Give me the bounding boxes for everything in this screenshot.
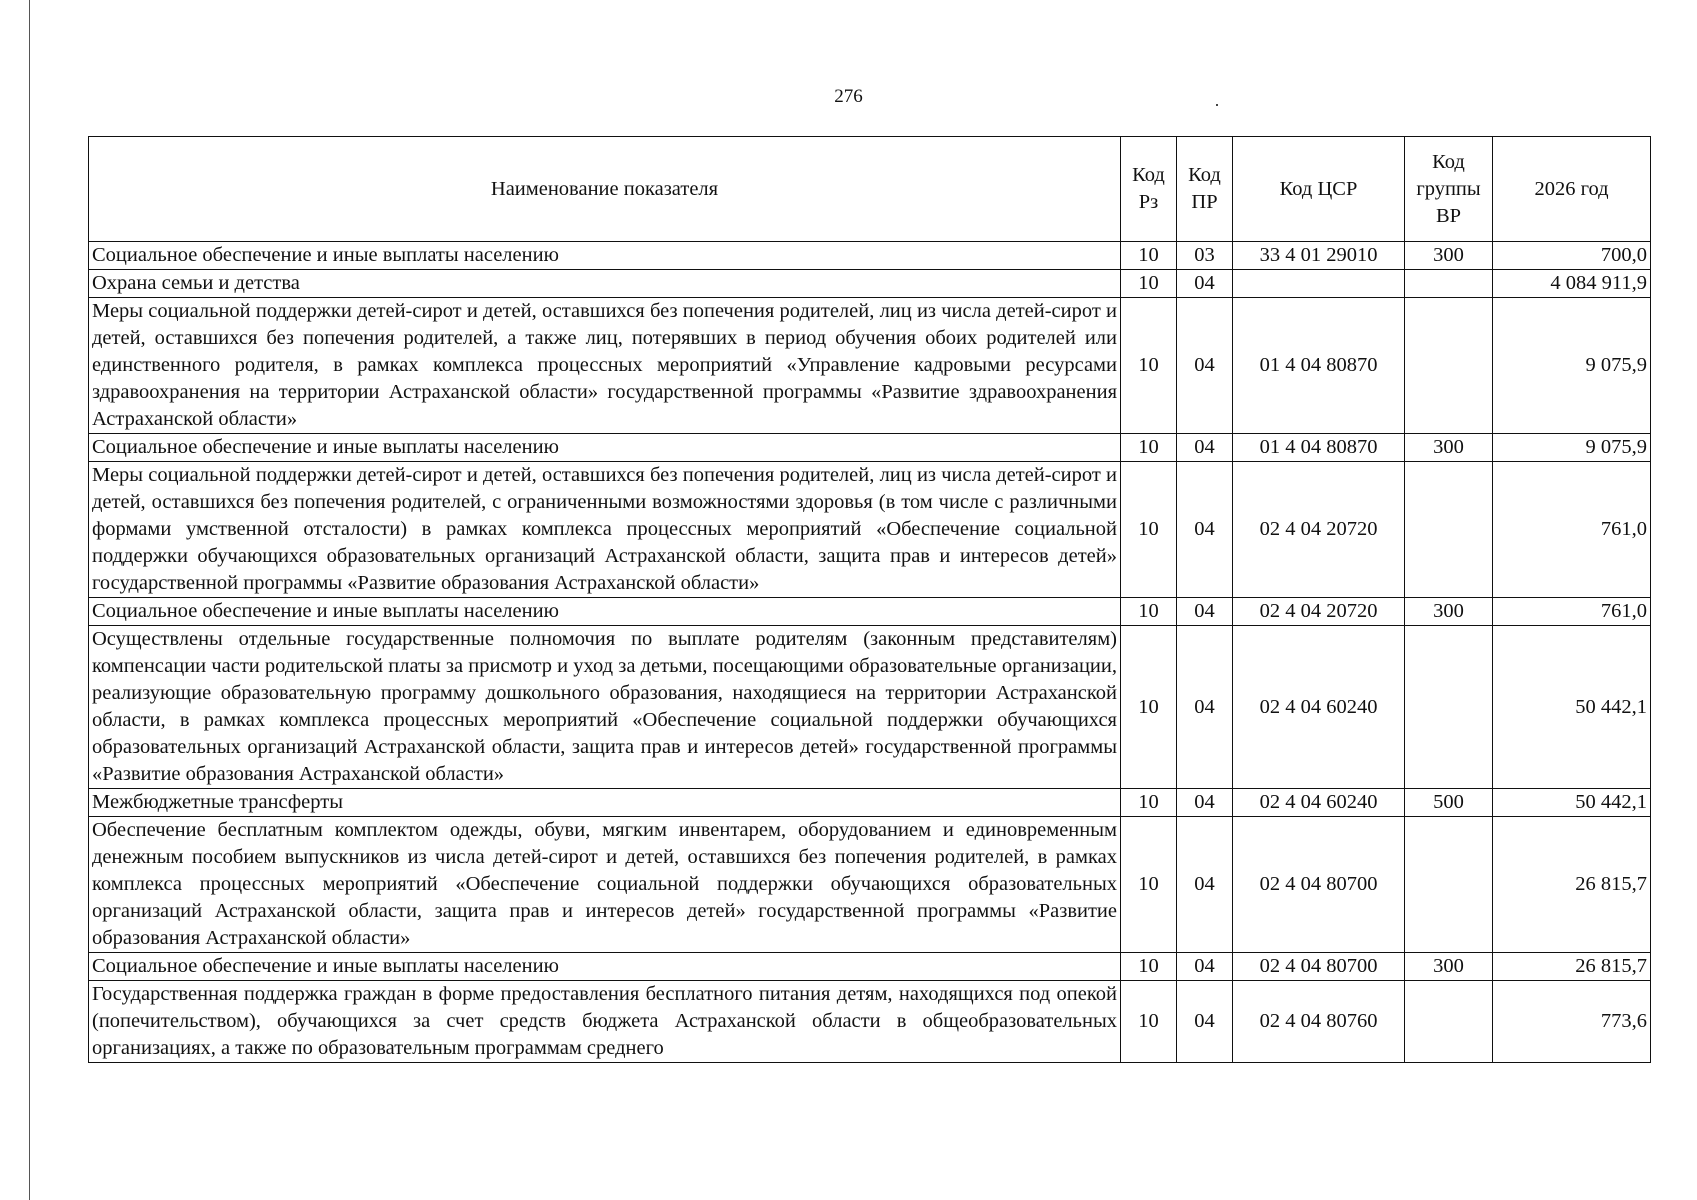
- row-pr: 03: [1177, 242, 1233, 270]
- row-name: Осуществлены отдельные государственные полномочия по выплате родителям (законным представителям) компенсации части родительской платы за присмотр и уход за детьми, посещающими образовательные организации, реализующие образовательную программу дошкольного образования, находящиеся на территории Астраханской области, в рамках комплекса процессных мероприятий «Обеспечение социальной поддержки обучающихся образовательных организаций Астраханской области, защита прав и интересов детей» государственной программы «Развитие образования Астраханской области»: [89, 626, 1121, 789]
- row-pr: 04: [1177, 789, 1233, 817]
- table-row: [89, 817, 1651, 953]
- row-name: Социальное обеспечение и иные выплаты населению: [89, 434, 1121, 462]
- row-vr: [1405, 462, 1493, 598]
- row-rz: 10: [1121, 981, 1177, 1063]
- header-rz: Код Рз: [1121, 137, 1177, 242]
- row-amount: 773,6: [1493, 981, 1651, 1063]
- row-csr: 33 4 01 29010: [1233, 242, 1405, 270]
- table-row: [89, 434, 1651, 462]
- row-rz: 10: [1121, 434, 1177, 462]
- row-rz: 10: [1121, 598, 1177, 626]
- header-name: Наименование показателя: [89, 137, 1121, 242]
- row-csr: 02 4 04 80700: [1233, 817, 1405, 953]
- header-vr: Код группы ВР: [1405, 137, 1493, 242]
- row-name: Социальное обеспечение и иные выплаты населению: [89, 242, 1121, 270]
- row-amount: 50 442,1: [1493, 626, 1651, 789]
- table-row: [89, 598, 1651, 626]
- table-row: [89, 953, 1651, 981]
- row-rz: 10: [1121, 298, 1177, 434]
- row-rz: 10: [1121, 242, 1177, 270]
- row-pr: 04: [1177, 981, 1233, 1063]
- row-amount: 761,0: [1493, 598, 1651, 626]
- row-name: Социальное обеспечение и иные выплаты населению: [89, 953, 1121, 981]
- left-margin-line: [29, 0, 30, 1200]
- row-vr: [1405, 817, 1493, 953]
- row-amount: 26 815,7: [1493, 817, 1651, 953]
- row-csr: 02 4 04 20720: [1233, 598, 1405, 626]
- row-csr: 02 4 04 20720: [1233, 462, 1405, 598]
- table-row: [89, 789, 1651, 817]
- row-vr: [1405, 981, 1493, 1063]
- row-amount: 700,0: [1493, 242, 1651, 270]
- row-pr: 04: [1177, 817, 1233, 953]
- row-name: Охрана семьи и детства: [89, 270, 1121, 298]
- row-pr: 04: [1177, 626, 1233, 789]
- row-rz: 10: [1121, 462, 1177, 598]
- row-csr: 02 4 04 60240: [1233, 789, 1405, 817]
- row-csr: 02 4 04 80700: [1233, 953, 1405, 981]
- row-pr: 04: [1177, 598, 1233, 626]
- row-amount: 9 075,9: [1493, 434, 1651, 462]
- row-csr: [1233, 270, 1405, 298]
- header-pr: Код ПР: [1177, 137, 1233, 242]
- row-vr: 300: [1405, 434, 1493, 462]
- table-row: [89, 981, 1651, 1063]
- row-pr: 04: [1177, 270, 1233, 298]
- row-pr: 04: [1177, 298, 1233, 434]
- row-vr: 300: [1405, 953, 1493, 981]
- row-amount: 50 442,1: [1493, 789, 1651, 817]
- row-amount: 4 084 911,9: [1493, 270, 1651, 298]
- table-row: [89, 270, 1651, 298]
- table-row: [89, 242, 1651, 270]
- row-rz: 10: [1121, 817, 1177, 953]
- row-pr: 04: [1177, 434, 1233, 462]
- row-amount: 26 815,7: [1493, 953, 1651, 981]
- row-amount: 9 075,9: [1493, 298, 1651, 434]
- row-name: Меры социальной поддержки детей-сирот и детей, оставшихся без попечения родителей, лиц из числа детей-сирот и детей, оставшихся без попечения родителей, с ограниченными возможностями здоровья (в том числе с различными формами умственной отсталости) в рамках комплекса процессных мероприятий «Обеспечение социальной поддержки обучающихся образовательных организаций Астраханской области, защита прав и интересов детей» государственной программы «Развитие образования Астраханской области»: [89, 462, 1121, 598]
- scan-speck: [1216, 104, 1218, 106]
- row-vr: 300: [1405, 242, 1493, 270]
- row-name: Социальное обеспечение и иные выплаты населению: [89, 598, 1121, 626]
- table-row: [89, 462, 1651, 598]
- row-name: Меры социальной поддержки детей-сирот и детей, оставшихся без попечения родителей, лиц из числа детей-сирот и детей, оставшихся без попечения родителей, а также лиц, потерявших в период обучения обоих родителей или единственного родителя, в рамках комплекса процессных мероприятий «Управление кадровыми ресурсами здравоохранения на территории Астраханской области» государственной программы «Развитие здравоохранения Астраханской области»: [89, 298, 1121, 434]
- row-pr: 04: [1177, 462, 1233, 598]
- header-year: 2026 год: [1493, 137, 1651, 242]
- row-name: Межбюджетные трансферты: [89, 789, 1121, 817]
- table-row: [89, 298, 1651, 434]
- row-rz: 10: [1121, 953, 1177, 981]
- header-csr: Код ЦСР: [1233, 137, 1405, 242]
- row-rz: 10: [1121, 626, 1177, 789]
- row-csr: 01 4 04 80870: [1233, 434, 1405, 462]
- row-vr: 300: [1405, 598, 1493, 626]
- row-vr: [1405, 626, 1493, 789]
- row-rz: 10: [1121, 270, 1177, 298]
- row-rz: 10: [1121, 789, 1177, 817]
- row-csr: 02 4 04 60240: [1233, 626, 1405, 789]
- row-name: Государственная поддержка граждан в форме предоставления бесплатного питания детям, находящихся под опекой (попечительством), обучающихся за счет средств бюджета Астраханской области в общеобразовательных организациях, а также по образовательным программам среднего: [89, 981, 1121, 1063]
- row-pr: 04: [1177, 953, 1233, 981]
- row-csr: 01 4 04 80870: [1233, 298, 1405, 434]
- page-number: 276: [834, 86, 863, 107]
- row-csr: 02 4 04 80760: [1233, 981, 1405, 1063]
- row-vr: 500: [1405, 789, 1493, 817]
- budget-table: [88, 136, 1651, 1063]
- row-name: Обеспечение бесплатным комплектом одежды, обуви, мягким инвентарем, оборудованием и единовременным денежным пособием выпускников из числа детей-сирот и детей, оставшихся без попечения родителей, в рамках комплекса процессных мероприятий «Обеспечение социальной поддержки обучающихся образовательных организаций Астраханской области, защита прав и интересов детей» государственной программы «Развитие образования Астраханской области»: [89, 817, 1121, 953]
- header-row: [89, 137, 1651, 242]
- row-vr: [1405, 298, 1493, 434]
- row-amount: 761,0: [1493, 462, 1651, 598]
- row-vr: [1405, 270, 1493, 298]
- table-row: [89, 626, 1651, 789]
